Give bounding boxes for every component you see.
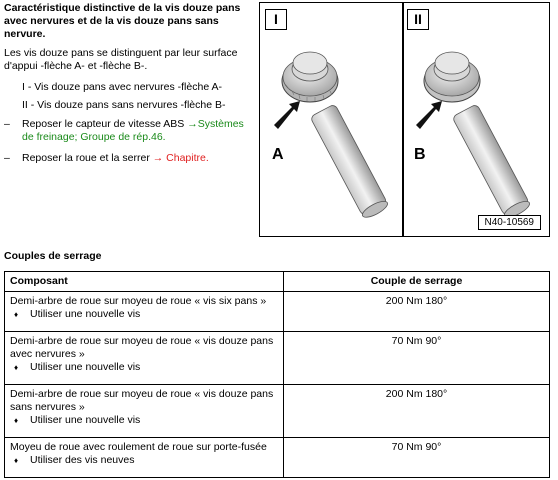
arrow-b-icon	[416, 101, 442, 129]
component-cell	[5, 385, 284, 438]
link-chapter[interactable]: → Chapitre.	[152, 152, 209, 164]
figure-reference: N40-10569	[478, 215, 541, 230]
step-dash: –	[4, 152, 10, 164]
panel-label-1: I	[265, 9, 287, 30]
table-row	[5, 332, 550, 385]
torque-value: 70 Nm 90°	[284, 332, 550, 385]
component-note: ♦ Utiliser une nouvelle vis	[14, 414, 141, 426]
table-header-row	[5, 272, 550, 292]
panel-label-2: II	[407, 9, 429, 30]
table-row	[5, 385, 550, 438]
torque-value: 70 Nm 90°	[284, 438, 550, 478]
step-abs-sensor	[4, 118, 256, 144]
intro-item-2: II - Vis douze pans sans nervures -flèche B-	[22, 99, 226, 111]
arrow-a-icon	[274, 101, 300, 129]
step-wheel	[4, 152, 256, 165]
column-header-component: Composant	[5, 272, 284, 292]
component-cell	[5, 332, 284, 385]
torque-value: 200 Nm 180°	[284, 385, 550, 438]
bullet-icon: ♦	[14, 310, 19, 319]
table-row	[5, 438, 550, 478]
component-note: ♦ Utiliser une nouvelle vis	[14, 308, 141, 320]
component-text: Demi-arbre de roue sur moyeu de roue « vis six pans »	[10, 295, 267, 307]
arrow-label-a: A	[272, 146, 284, 163]
table-row	[5, 292, 550, 332]
intro-title: Caractéristique distinctive de la vis douze pans avec nervures et de la vis douze pans sans nervure.	[4, 2, 241, 40]
bolt-comparison-figure	[259, 2, 550, 237]
component-text: Demi-arbre de roue sur moyeu de roue « vis douze pans avec nervures »	[10, 335, 274, 360]
component-text: Demi-arbre de roue sur moyeu de roue « vis douze pans sans nervures »	[10, 388, 274, 413]
step-dash: –	[4, 118, 10, 130]
component-note: ♦ Utiliser une nouvelle vis	[14, 361, 141, 373]
bullet-icon: ♦	[14, 456, 19, 465]
bolt-smooth	[416, 52, 532, 220]
arrow-label-b: B	[414, 146, 426, 163]
bullet-icon: ♦	[14, 363, 19, 372]
step-text: Reposer le capteur de vitesse ABS →Systèmes de freinage; Groupe de rép.46.	[22, 118, 244, 143]
intro-item-1: I - Vis douze pans avec nervures -flèche A-	[22, 81, 222, 93]
step-text: Reposer la roue et la serrer → Chapitre.	[22, 152, 209, 164]
bolt-illustrations	[260, 3, 548, 235]
link-brake-systems[interactable]: →Systèmes de freinage; Groupe de rép.46.	[22, 118, 244, 143]
torque-table	[4, 271, 550, 478]
component-text: Moyeu de roue avec roulement de roue sur porte-fusée	[10, 441, 267, 453]
component-cell	[5, 438, 284, 478]
component-note: ♦ Utiliser des vis neuves	[14, 454, 135, 466]
intro-text: Les vis douze pans se distinguent par leur surface d'appui -flèche A- et -flèche B-.	[4, 47, 238, 72]
intro-section	[4, 2, 256, 173]
bullet-icon: ♦	[14, 416, 19, 425]
torque-value: 200 Nm 180°	[284, 292, 550, 332]
section-title: Couples de serrage	[4, 250, 102, 262]
component-cell	[5, 292, 284, 332]
bolt-ribbed	[274, 52, 390, 220]
column-header-torque: Couple de serrage	[284, 272, 550, 292]
